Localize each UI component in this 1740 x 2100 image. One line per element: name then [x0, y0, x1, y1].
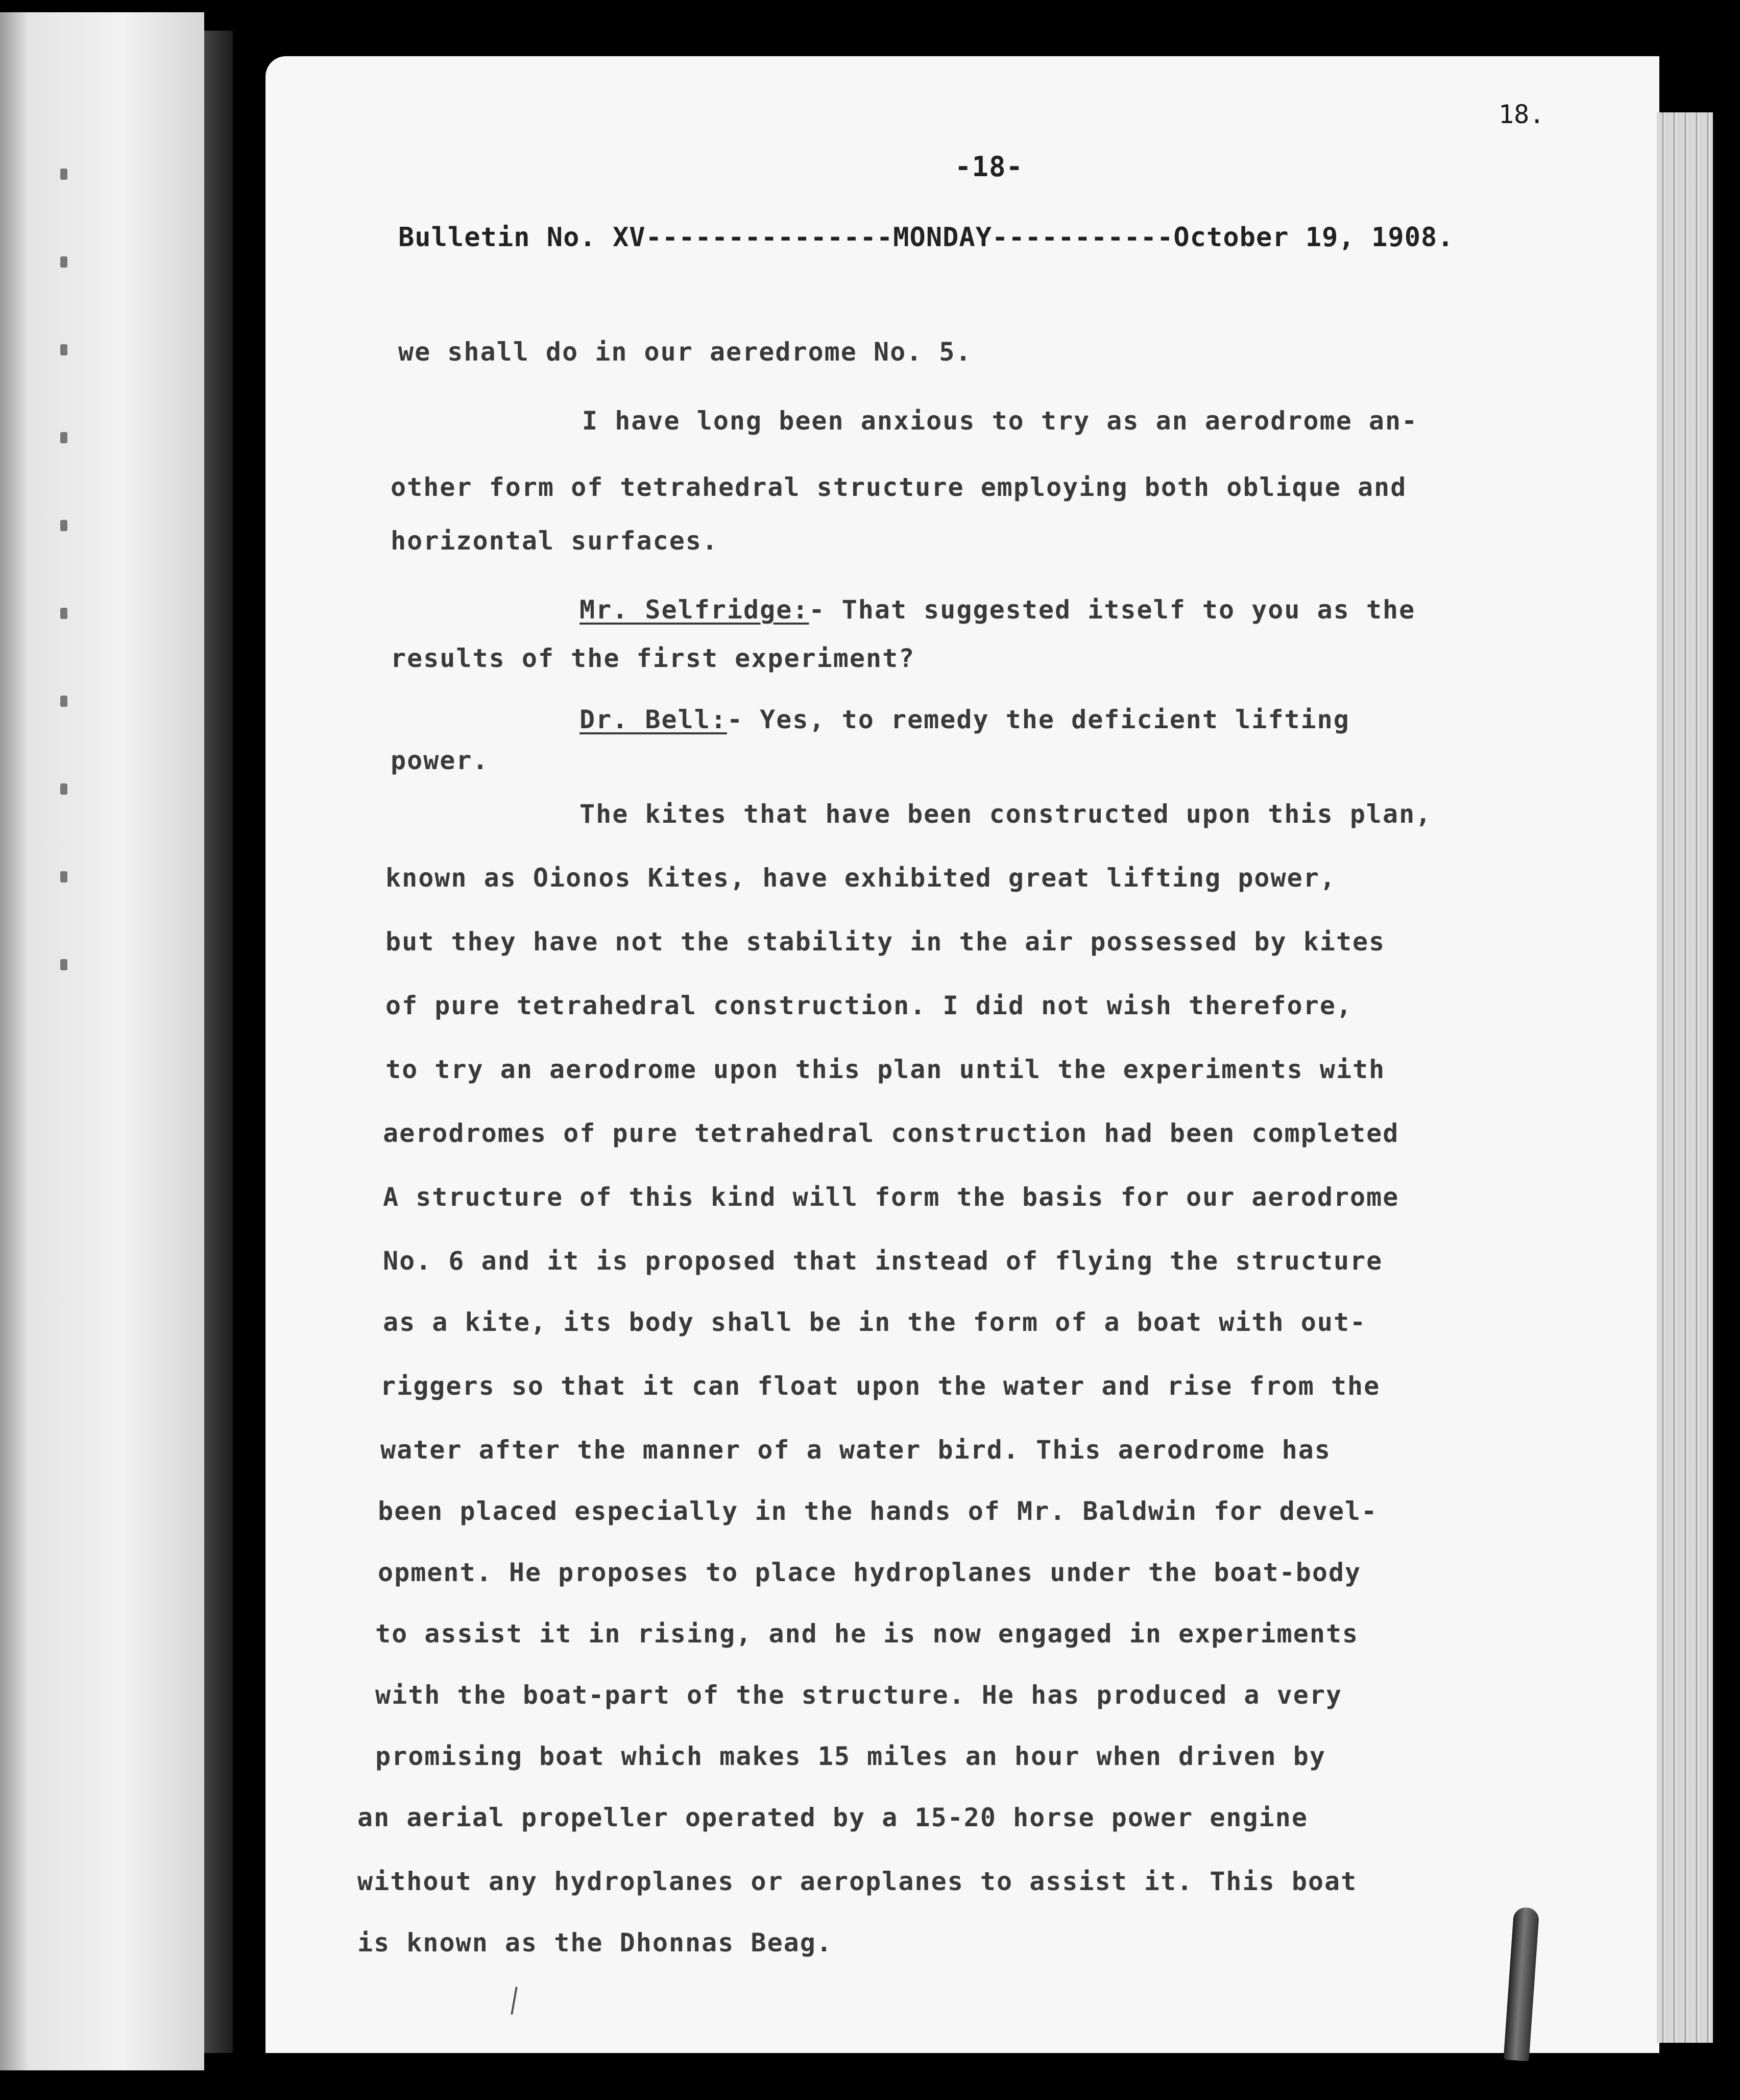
- book-gutter: [204, 31, 233, 2053]
- speaker-bell: Dr. Bell:: [579, 705, 727, 734]
- body-line: we shall do in our aeredrome No. 5.: [398, 337, 972, 367]
- dialogue-line: [579, 705, 1350, 734]
- body-line: other form of tetrahedral structure employing both oblique and: [391, 472, 1407, 502]
- body-line: of pure tetrahedral construction. I did not wish therefore,: [385, 991, 1353, 1020]
- body-line: opment. He proposes to place hydroplanes under the boat-body: [378, 1558, 1362, 1587]
- page-number: 18.: [1499, 100, 1545, 129]
- left-page: [0, 12, 204, 2070]
- body-line: is known as the Dhonnas Beag.: [357, 1928, 833, 1958]
- body-line: A structure of this kind will form the basis for our aerodrome: [383, 1182, 1399, 1212]
- body-line: as a kite, its body shall be in the form of a boat with out-: [383, 1307, 1367, 1337]
- body-line: riggers so that it can float upon the water and rise from the: [380, 1371, 1381, 1401]
- body-line: power.: [391, 746, 489, 775]
- body-line: I have long been anxious to try as an aerodrome an-: [582, 406, 1418, 436]
- dialogue-text: - Yes, to remedy the deficient lifting: [727, 705, 1350, 734]
- body-line: to assist it in rising, and he is now engaged in experiments: [375, 1619, 1359, 1649]
- body-line: horizontal surfaces.: [391, 526, 719, 556]
- body-line: been placed especially in the hands of Mr. Baldwin for devel-: [378, 1496, 1378, 1526]
- speaker-selfridge: Mr. Selfridge:: [579, 595, 809, 625]
- body-line: but they have not the stability in the air possessed by kites: [385, 927, 1386, 957]
- typed-page-mark: -18-: [955, 151, 1024, 183]
- body-line: results of the first experiment?: [391, 643, 915, 673]
- bulletin-header: Bulletin No. XV---------------MONDAY-----------October 19, 1908.: [398, 222, 1454, 253]
- body-line: known as Oionos Kites, have exhibited great lifting power,: [385, 863, 1336, 893]
- body-line: No. 6 and it is proposed that instead of flying the structure: [383, 1246, 1383, 1276]
- body-line: The kites that have been constructed upon this plan,: [579, 799, 1432, 829]
- body-line: to try an aerodrome upon this plan until the experiments with: [385, 1055, 1386, 1084]
- left-page-bleed-marks: [60, 169, 70, 1190]
- body-line: water after the manner of a water bird. This aerodrome has: [380, 1435, 1331, 1465]
- dialogue-line: [579, 595, 1415, 625]
- body-line: without any hydroplanes or aeroplanes to assist it. This boat: [357, 1867, 1358, 1896]
- body-line: an aerial propeller operated by a 15-20 horse power engine: [357, 1803, 1308, 1832]
- body-line: with the boat-part of the structure. He has produced a very: [375, 1680, 1343, 1710]
- body-line: promising boat which makes 15 miles an hour when driven by: [375, 1741, 1326, 1771]
- page-edges: [1657, 112, 1713, 2043]
- dialogue-text: - That suggested itself to you as the: [809, 595, 1416, 625]
- body-line: aerodromes of pure tetrahedral construction had been completed: [383, 1118, 1399, 1148]
